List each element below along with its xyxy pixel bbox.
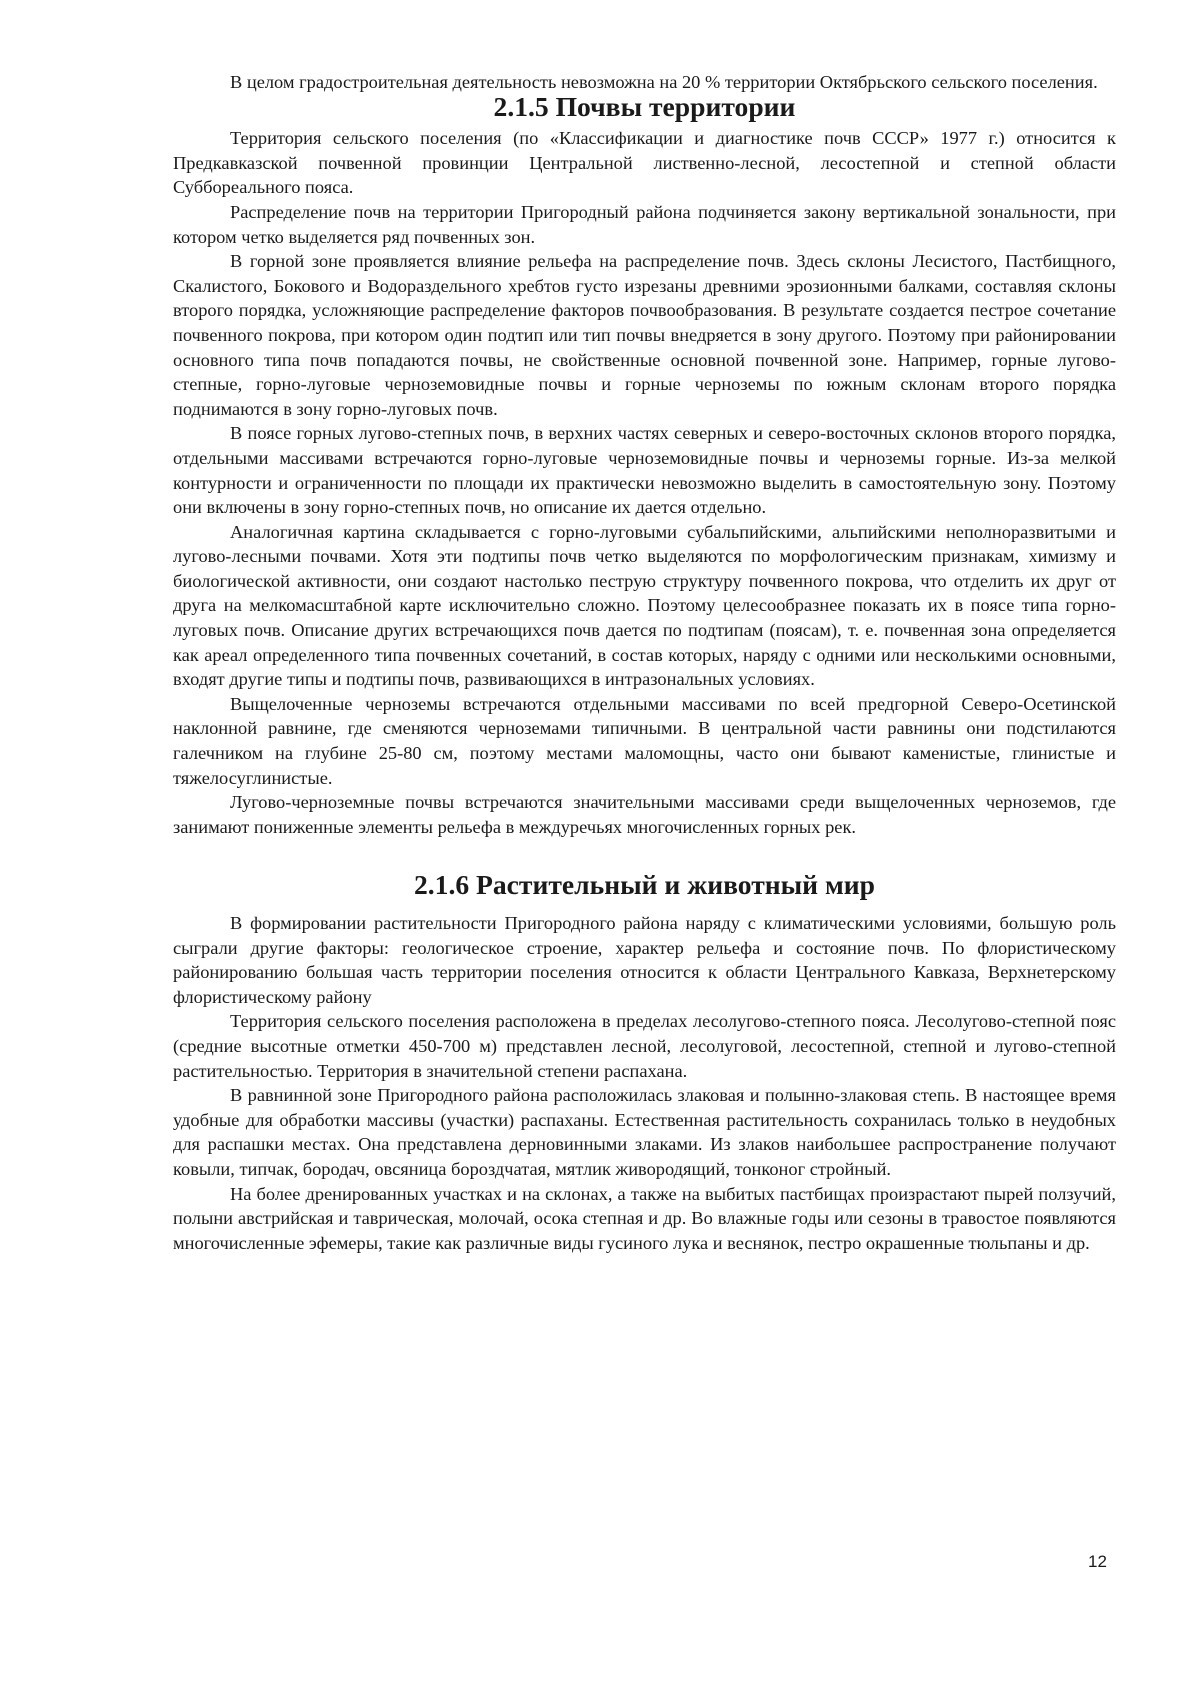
soils-paragraph: В поясе горных лугово-степных почв, в верхних частях северных и северо-восточных склонов второго порядка, отдельными массивами встречаются горно-луговые черноземовидные почвы и черноземы горные. Из-за мелкой контурности и ограниченности по площади их практически невозможно выделить в самостоятельную зону. Поэтому они включены в зону горно-степных почв, но описание их дается отдельно. [173,423,1116,518]
page-content [173,70,1116,1255]
section-heading-soils: 2.1.5 Почвы территории [493,90,796,122]
flora-paragraph: На более дренированных участках и на склонах, а также на выбитых пастбищах произрастают пырей ползучий, полыни австрийская и таврическая, молочай, осока степная и др. Во влажные годы или сезоны в травостое появляются многочисленные эфемеры, такие как различные виды гусиного лука и веснянок, пестро окрашенные тюльпаны и др. [173,1183,1116,1253]
flora-paragraph: В формировании растительности Пригородного района наряду с климатическими условиями, большую роль сыграли другие факторы: геологическое строение, характер рельефа и состояние почв. По флористическому районированию большая часть территории поселения относится к области Центрального Кавказа, Верхнетерскому флористическому району [173,913,1116,1007]
soils-paragraph: Распределение почв на территории Пригородный района подчиняется закону вертикальной зональности, при котором четко выделяется ряд почвенных зон. [173,201,1116,247]
soils-paragraph: В горной зоне проявляется влияние рельефа на распределение почв. Здесь склоны Лесистого, Пастбищного, Скалистого, Бокового и Водораздельного хребтов густо изрезаны древними эрозионными балками, составляя склоны второго порядка, усложняющие распределение факторов почвообразования. В результате создается пестрое сочетание почвенного покрова, при котором один подтип или тип почвы внедряется в зону другого. Поэтому при районировании основного типа почв попадаются почвы, не свойственные основной почвенной зоне. Например, горные лугово-степные, горно-луговые черноземовидные почвы и горные черноземы по южным склонам второго порядка поднимаются в зону горно-луговых почв. [173,251,1116,419]
soils-paragraph: Территория сельского поселения (по «Классификации и диагностике почв СССР» 1977 г.) относится к Предкавказской почвенной провинции Центральной лиственно-лесной, лесостепной и степной области Суббореального пояса. [173,128,1116,198]
soils-paragraph: Выщелоченные черноземы встречаются отдельными массивами по всей предгорной Северо-Осетинской наклонной равнине, где сменяются черноземами типичными. В центральной части равнины они подстилаются галечником на глубине 25-80 см, поэтому местами маломощны, часто они бывают каменистые, глинистые и тяжелосуглинистые. [173,693,1116,788]
page-number: 12 [1088,1552,1107,1571]
intro-paragraph: В целом градостроительная деятельность невозможна на 20 % территории Октябрьского сельского поселения. [230,72,1098,92]
flora-paragraph: Территория сельского поселения расположена в пределах лесолугово-степного пояса. Лесолугово-степной пояс (средние высотные отметки 450-700 м) представлен лесной, лесолуговой, лесостепной, степной и лугово-степной растительностью. Территория в значительной степени распахана. [173,1011,1116,1081]
flora-paragraph: В равнинной зоне Пригородного района расположилась злаковая и полынно-злаковая степь. В настоящее время удобные для обработки массивы (участки) распаханы. Естественная растительность сохранилась только в неудобных для распашки местах. Она представлена дерновинными злаками. Из злаков наибольшее распространение получают ковыли, типчак, бородач, овсяница бороздчатая, мятлик живородящий, тонконог стройный. [173,1085,1116,1179]
soils-paragraph: Аналогичная картина складывается с горно-луговыми субальпийскими, альпийскими неполноразвитыми и лугово-лесными почвами. Хотя эти подтипы почв четко выделяются по морфологическим признакам, химизму и биологической активности, они создают настолько пеструю структуру почвенного покрова, что отделить их друг от друга на мелкомасштабной карте исключительно сложно. Поэтому целесообразнее показать их в поясе типа горно-луговых почв. Описание других встречающихся почв дается по подтипам (поясам), т. е. почвенная зона определяется как ареал определенного типа почвенных сочетаний, в состав которых, наряду с одними или несколькими основными, входят другие типы и подтипы почв, развивающихся в интразональных условиях. [173,521,1116,690]
section-soils [173,126,1116,839]
section-flora-fauna [173,911,1116,1255]
section-heading-flora-fauna: 2.1.6 Растительный и животный мир [414,869,875,901]
soils-paragraph: Лугово-черноземные почвы встречаются значительными массивами среди выщелоченных черноземов, где занимают пониженные элементы рельефа в междуречьях многочисленных горных рек. [173,792,1116,837]
